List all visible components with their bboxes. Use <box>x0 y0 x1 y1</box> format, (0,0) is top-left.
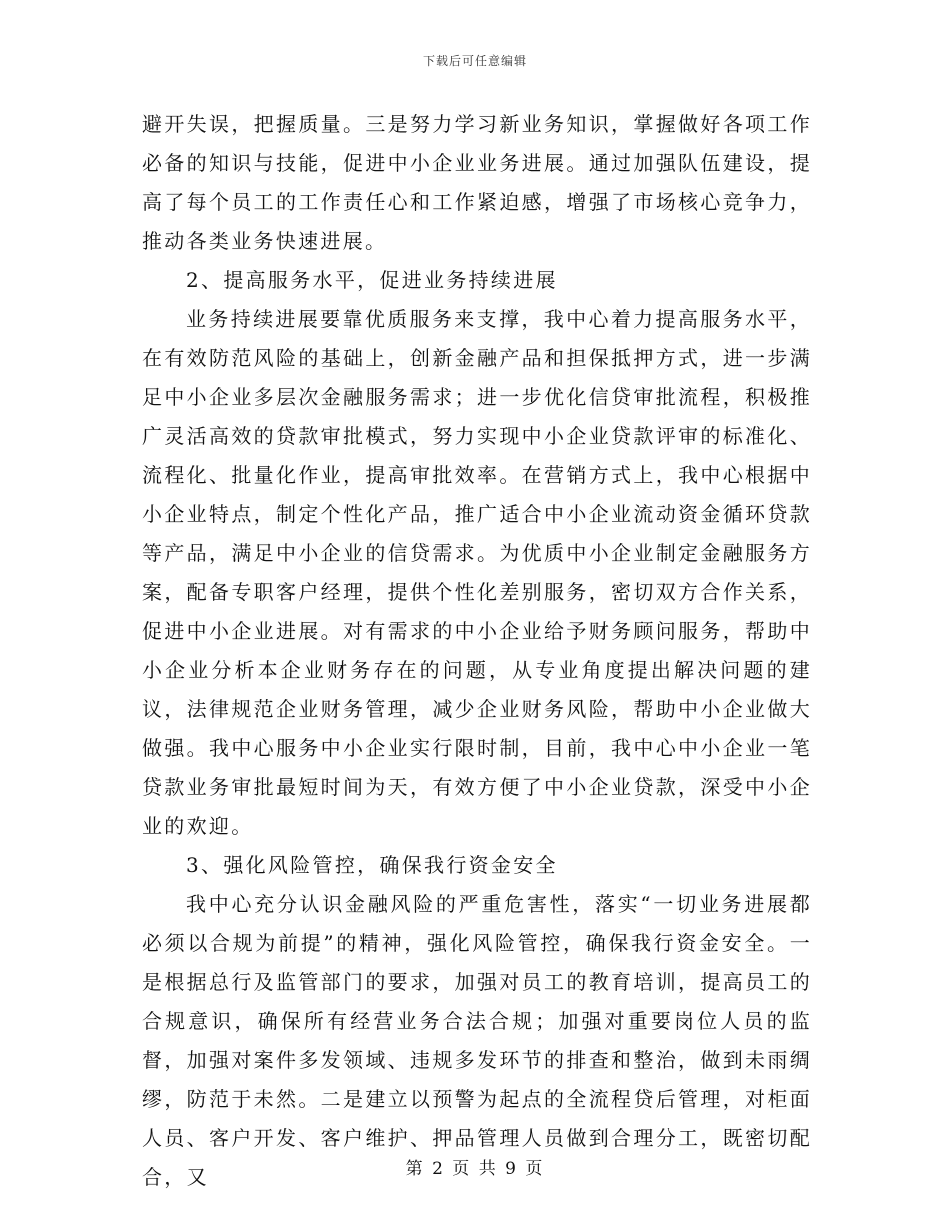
page-header: 下载后可任意编辑 <box>422 54 527 68</box>
section-heading-3: 3、强化风险管控，确保我行资金安全 <box>186 853 558 877</box>
document-body <box>142 105 812 1197</box>
paragraph-risk: 我中心充分认识金融风险的严重危害性，落实“一切业务进展都必须以合规为前提”的精神，强化风险管控，确保我行资金安全。一是根据总行及监管部门的要求，加强对员工的教育培训，提高员工的合规意识，确保所有经营业务合法合规；加强对重要岗位人员的监督，加强对案件多发领域、违规多发环节的排查和整治，做到未雨绸缪，防范于未然。二是建立以预警为起点的全流程贷后管理，对柜面人员、客户开发、客户维护、押品管理人员做到合理分工，既密切配合，又 <box>142 892 812 1189</box>
section-heading-2: 2、提高服务水平，促进业务持续进展 <box>186 268 558 292</box>
paragraph-service: 业务持续进展要靠优质服务来支撑，我中心着力提高服务水平，在有效防范风险的基础上，创新金融产品和担保抵押方式，进一步满足中小企业多层次金融服务需求；进一步优化信贷审批流程，积极推广灵活高效的贷款审批模式，努力实现中小企业贷款评审的标准化、流程化、批量化作业，提高审批效率。在营销方式上，我中心根据中小企业特点，制定个性化产品，推广适合中小企业流动资金循环贷款等产品，满足中小企业的信贷需求。为优质中小企业制定金融服务方案，配备专职客户经理，提供个性化差别服务，密切双方合作关系，促进中小企业进展。对有需求的中小企业给予财务顾问服务，帮助中小企业分析本企业财务存在的问题，从专业角度提出解决问题的建议，法律规范企业财务管理，减少企业财务风险，帮助中小企业做大做强。我中心服务中小企业实行限时制，目前，我中心中小企业一笔贷款业务审批最短时间为天，有效方便了中小企业贷款，深受中小企业的欢迎。 <box>142 307 812 838</box>
page-number: 第 2 页 共 9 页 <box>405 1159 545 1179</box>
paragraph-continuation: 避开失误，把握质量。三是努力学习新业务知识，掌握做好各项工作必备的知识与技能，促进中小企业业务进展。通过加强队伍建设，提高了每个员工的工作责任心和工作紧迫感，增强了市场核心竞争力，推动各类业务快速进展。 <box>142 112 812 253</box>
